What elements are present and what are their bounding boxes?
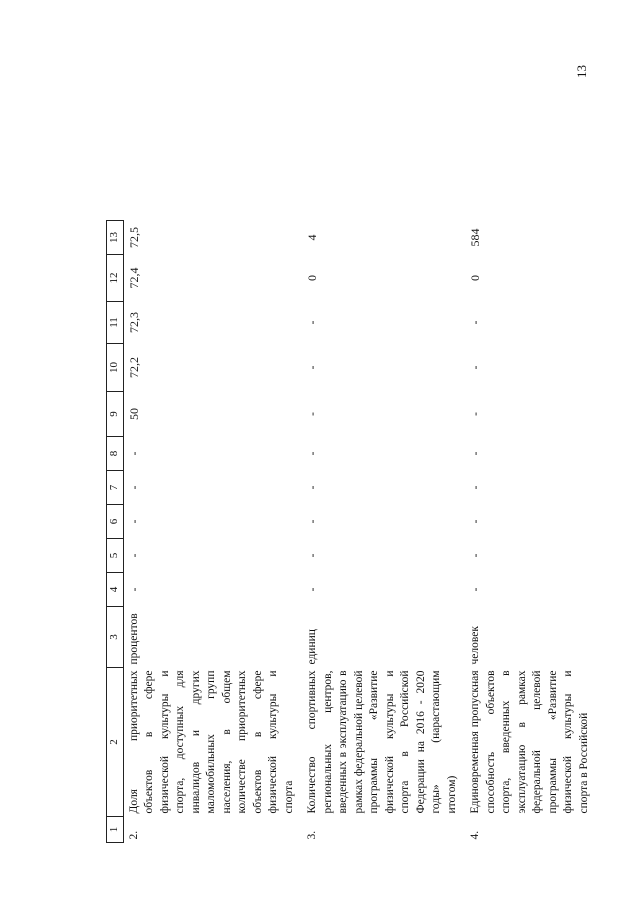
value-cell: 584 — [468, 228, 482, 247]
value-cell: - — [468, 587, 482, 592]
value-cell: - — [126, 485, 141, 490]
header-col-8: 8 — [107, 437, 124, 471]
value-cell: - — [126, 553, 141, 558]
row-number: 2. — [127, 830, 140, 840]
value-cell: - — [305, 320, 319, 325]
value-cell: - — [468, 485, 482, 490]
value-cell: - — [126, 519, 141, 524]
table-row — [465, 221, 597, 843]
header-row — [107, 221, 124, 843]
value-cell: - — [468, 412, 482, 416]
value-cell: - — [305, 519, 319, 524]
value-cell: - — [305, 451, 319, 456]
row-number: 4. — [469, 830, 481, 840]
rotated-page-content — [106, 83, 626, 843]
table-row — [302, 221, 465, 843]
value-cell: - — [305, 365, 319, 370]
value-cell: 0 — [305, 275, 319, 281]
indicators-table — [106, 220, 597, 843]
row-number: 3. — [306, 830, 318, 840]
value-cell: - — [468, 519, 482, 524]
header-col-1: 1 — [107, 817, 124, 843]
indicator-name: Единовременная пропускная способность объектов спорта, введенных в эксплуатацию в рамках федеральной целевой программы «Развитие физической культуры и спорта в Российской — [469, 670, 590, 814]
header-col-4: 4 — [107, 573, 124, 607]
header-col-12: 12 — [107, 255, 124, 302]
value-cell: - — [126, 451, 141, 456]
header-col-3: 3 — [107, 607, 124, 668]
value-cell: 50 — [126, 408, 141, 420]
value-cell: - — [305, 587, 319, 592]
value-cell: - — [468, 451, 482, 456]
value-cell: - — [126, 587, 141, 592]
header-col-9: 9 — [107, 392, 124, 437]
header-col-11: 11 — [107, 302, 124, 344]
value-cell: 0 — [468, 275, 482, 281]
page-number: 13 — [574, 65, 589, 78]
value-cell: 72,4 — [126, 267, 141, 289]
unit-cell: человек — [469, 626, 481, 665]
indicator-name: Количество спортивных региональных центров, введенных в эксплуатацию в рамках федеральной целевой программы «Развитие физической культуры и спорта в Российской Федерации на 2016 - 2020 годы» (нарастающим итогом) — [306, 670, 458, 814]
value-cell: 4 — [305, 234, 319, 241]
value-cell: - — [468, 320, 482, 325]
indicator-name: Доля приоритетных объектов в сфере физической культуры и спорта, доступных для инвалидов и других маломобильных групп населения, в общем количестве приоритетных объектов в сфере физической культуры и спорта — [127, 670, 295, 814]
value-cell: - — [305, 485, 319, 490]
value-cell: - — [305, 412, 319, 416]
unit-cell: процентов — [127, 613, 140, 665]
header-col-7: 7 — [107, 471, 124, 505]
table-row — [123, 221, 302, 843]
value-cell: - — [468, 553, 482, 558]
header-col-6: 6 — [107, 505, 124, 539]
header-col-13: 13 — [107, 221, 124, 255]
header-col-2: 2 — [107, 668, 124, 817]
header-col-10: 10 — [107, 344, 124, 392]
value-cell: 72,3 — [126, 312, 141, 333]
header-col-5: 5 — [107, 539, 124, 573]
value-cell: - — [468, 365, 482, 370]
value-cell: 72,5 — [126, 227, 141, 248]
unit-cell: единиц — [306, 629, 318, 665]
value-cell: - — [305, 553, 319, 558]
value-cell: 72,2 — [126, 357, 141, 378]
